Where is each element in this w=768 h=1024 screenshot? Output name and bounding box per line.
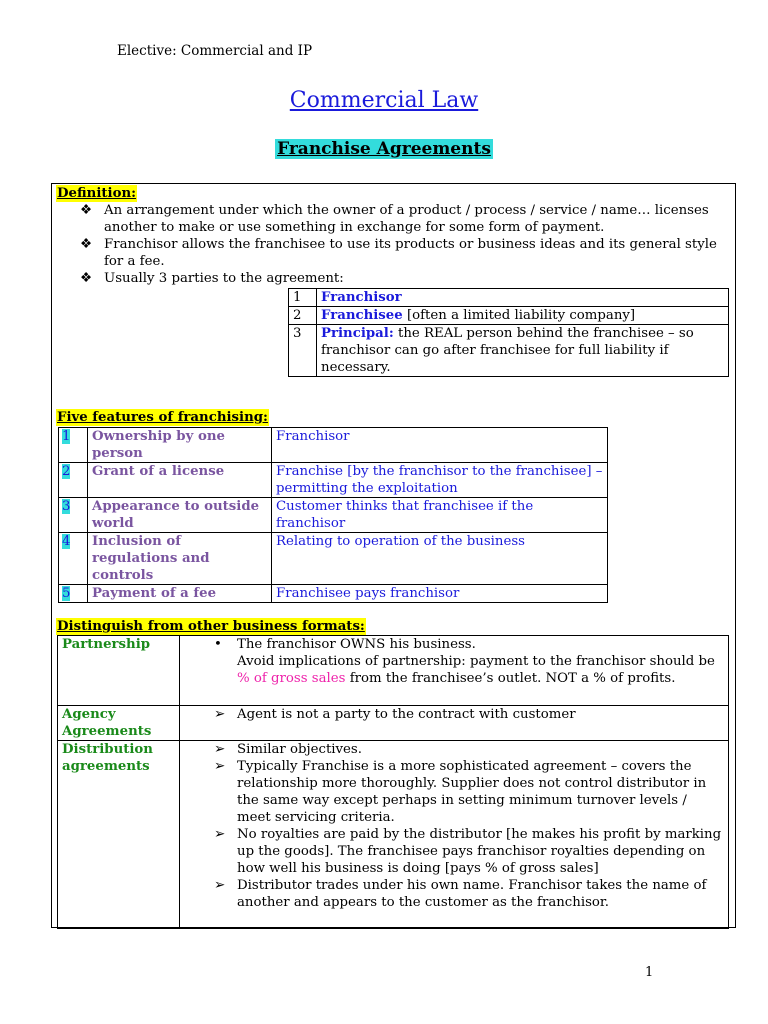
list-item: ❖ Usually 3 parties to the agreement: [80, 271, 344, 286]
table-row: Partnership • The franchisor OWNS his business. Avoid implications of partnership: payment to the franchisor should be % of gross sales from the franchisee’s outlet. NOT a % of profits. [58, 636, 729, 706]
formats-heading: Distinguish from other business formats: [57, 619, 365, 634]
arrow-bullet-icon: ➢ [214, 707, 226, 722]
table-row: 3 Principal: the REAL person behind the franchisee – so franchisor can go after franchisee for full liability if necessary. [289, 325, 729, 377]
formats-table [57, 635, 729, 929]
definition-heading: Definition: [57, 186, 137, 201]
document-header: Elective: Commercial and IP [117, 43, 313, 59]
row-number: 2 [62, 464, 71, 479]
section-subtitle [0, 139, 768, 159]
bullet-icon: • [214, 637, 222, 652]
table-row: 1 Ownership by one person Franchisor [59, 428, 608, 463]
list-item: ➢ Typically Franchise is a more sophisticated agreement – covers the relationship more thoroughly. Supplier does not control distributor in the same way except perhaps in setting minimum turnover levels / meet servicing criteria. [214, 759, 707, 825]
list-item: ➢ Agent is not a party to the contract with customer [214, 707, 576, 722]
subtitle-text: Franchise Agreements [277, 139, 491, 159]
row-number: 5 [62, 586, 71, 601]
arrow-bullet-icon: ➢ [214, 759, 226, 774]
table-row: 2 Grant of a license Franchise [by the franchisor to the franchisee] – permitting the exploitation [59, 463, 608, 498]
table-row: 3 Appearance to outside world Customer thinks that franchisee if the franchisor [59, 498, 608, 533]
row-number: 4 [62, 534, 71, 549]
list-item: ❖ An arrangement under which the owner of a product / process / service / name… licenses another to make or use something in exchange for some form of payment. [80, 203, 709, 235]
list-item: ➢ No royalties are paid by the distributor [he makes his profit by marking up the goods]. The franchisee pays franchisor royalties depending on how well his business is doing [pays % of gross sales] [214, 827, 722, 876]
table-row: Agency Agreements ➢ Agent is not a party to the contract with customer [58, 706, 729, 741]
arrow-bullet-icon: ➢ [214, 827, 226, 842]
page-number: 1 [645, 965, 654, 980]
table-row: 5 Payment of a fee Franchisee pays franchisor [59, 585, 608, 603]
table-row: Distribution agreements ➢ Similar objectives. ➢ Typically Franchise is a more sophisticated agreement – covers the relationship more thoroughly. Supplier does not control distributor in the same way except perhaps in setting minimum turnover levels / meet servicing criteria. ➢ No royalties are paid by the distributor [he makes his profit by marking up the goods]. The franchisee pays franchisor royalties depending on how well his business is doing [pays % of gross sales] ➢ Distributor trades under his own name. Franchisor takes the name of another and appears to the customer as the franchisor. [58, 741, 729, 929]
diamond-bullet-icon: ❖ [80, 271, 92, 286]
list-item: • The franchisor OWNS his business. Avoid implications of partnership: payment to the franchisor should be % of gross sales from the franchisee’s outlet. NOT a % of profits. [214, 637, 715, 686]
diamond-bullet-icon: ❖ [80, 203, 92, 218]
row-number: 1 [62, 429, 71, 444]
features-table [58, 427, 608, 603]
arrow-bullet-icon: ➢ [214, 742, 226, 757]
diamond-bullet-icon: ❖ [80, 237, 92, 252]
list-item: ➢ Similar objectives. [214, 742, 362, 757]
row-number: 3 [62, 499, 71, 514]
arrow-bullet-icon: ➢ [214, 878, 226, 893]
parties-table [288, 288, 729, 377]
list-item: ➢ Distributor trades under his own name. Franchisor takes the name of another and appears to the customer as the franchisor. [214, 878, 707, 910]
page-title: Commercial Law [289, 88, 479, 113]
table-row: 2 Franchisee [often a limited liability company] [289, 307, 729, 325]
table-row: 1 Franchisor [289, 289, 729, 307]
definition-list [80, 202, 725, 287]
table-row: 4 Inclusion of regulations and controls Relating to operation of the business [59, 533, 608, 585]
features-heading: Five features of franchising: [57, 410, 268, 425]
list-item: ❖ Franchisor allows the franchisee to use its products or business ideas and its general style for a fee. [80, 237, 717, 269]
